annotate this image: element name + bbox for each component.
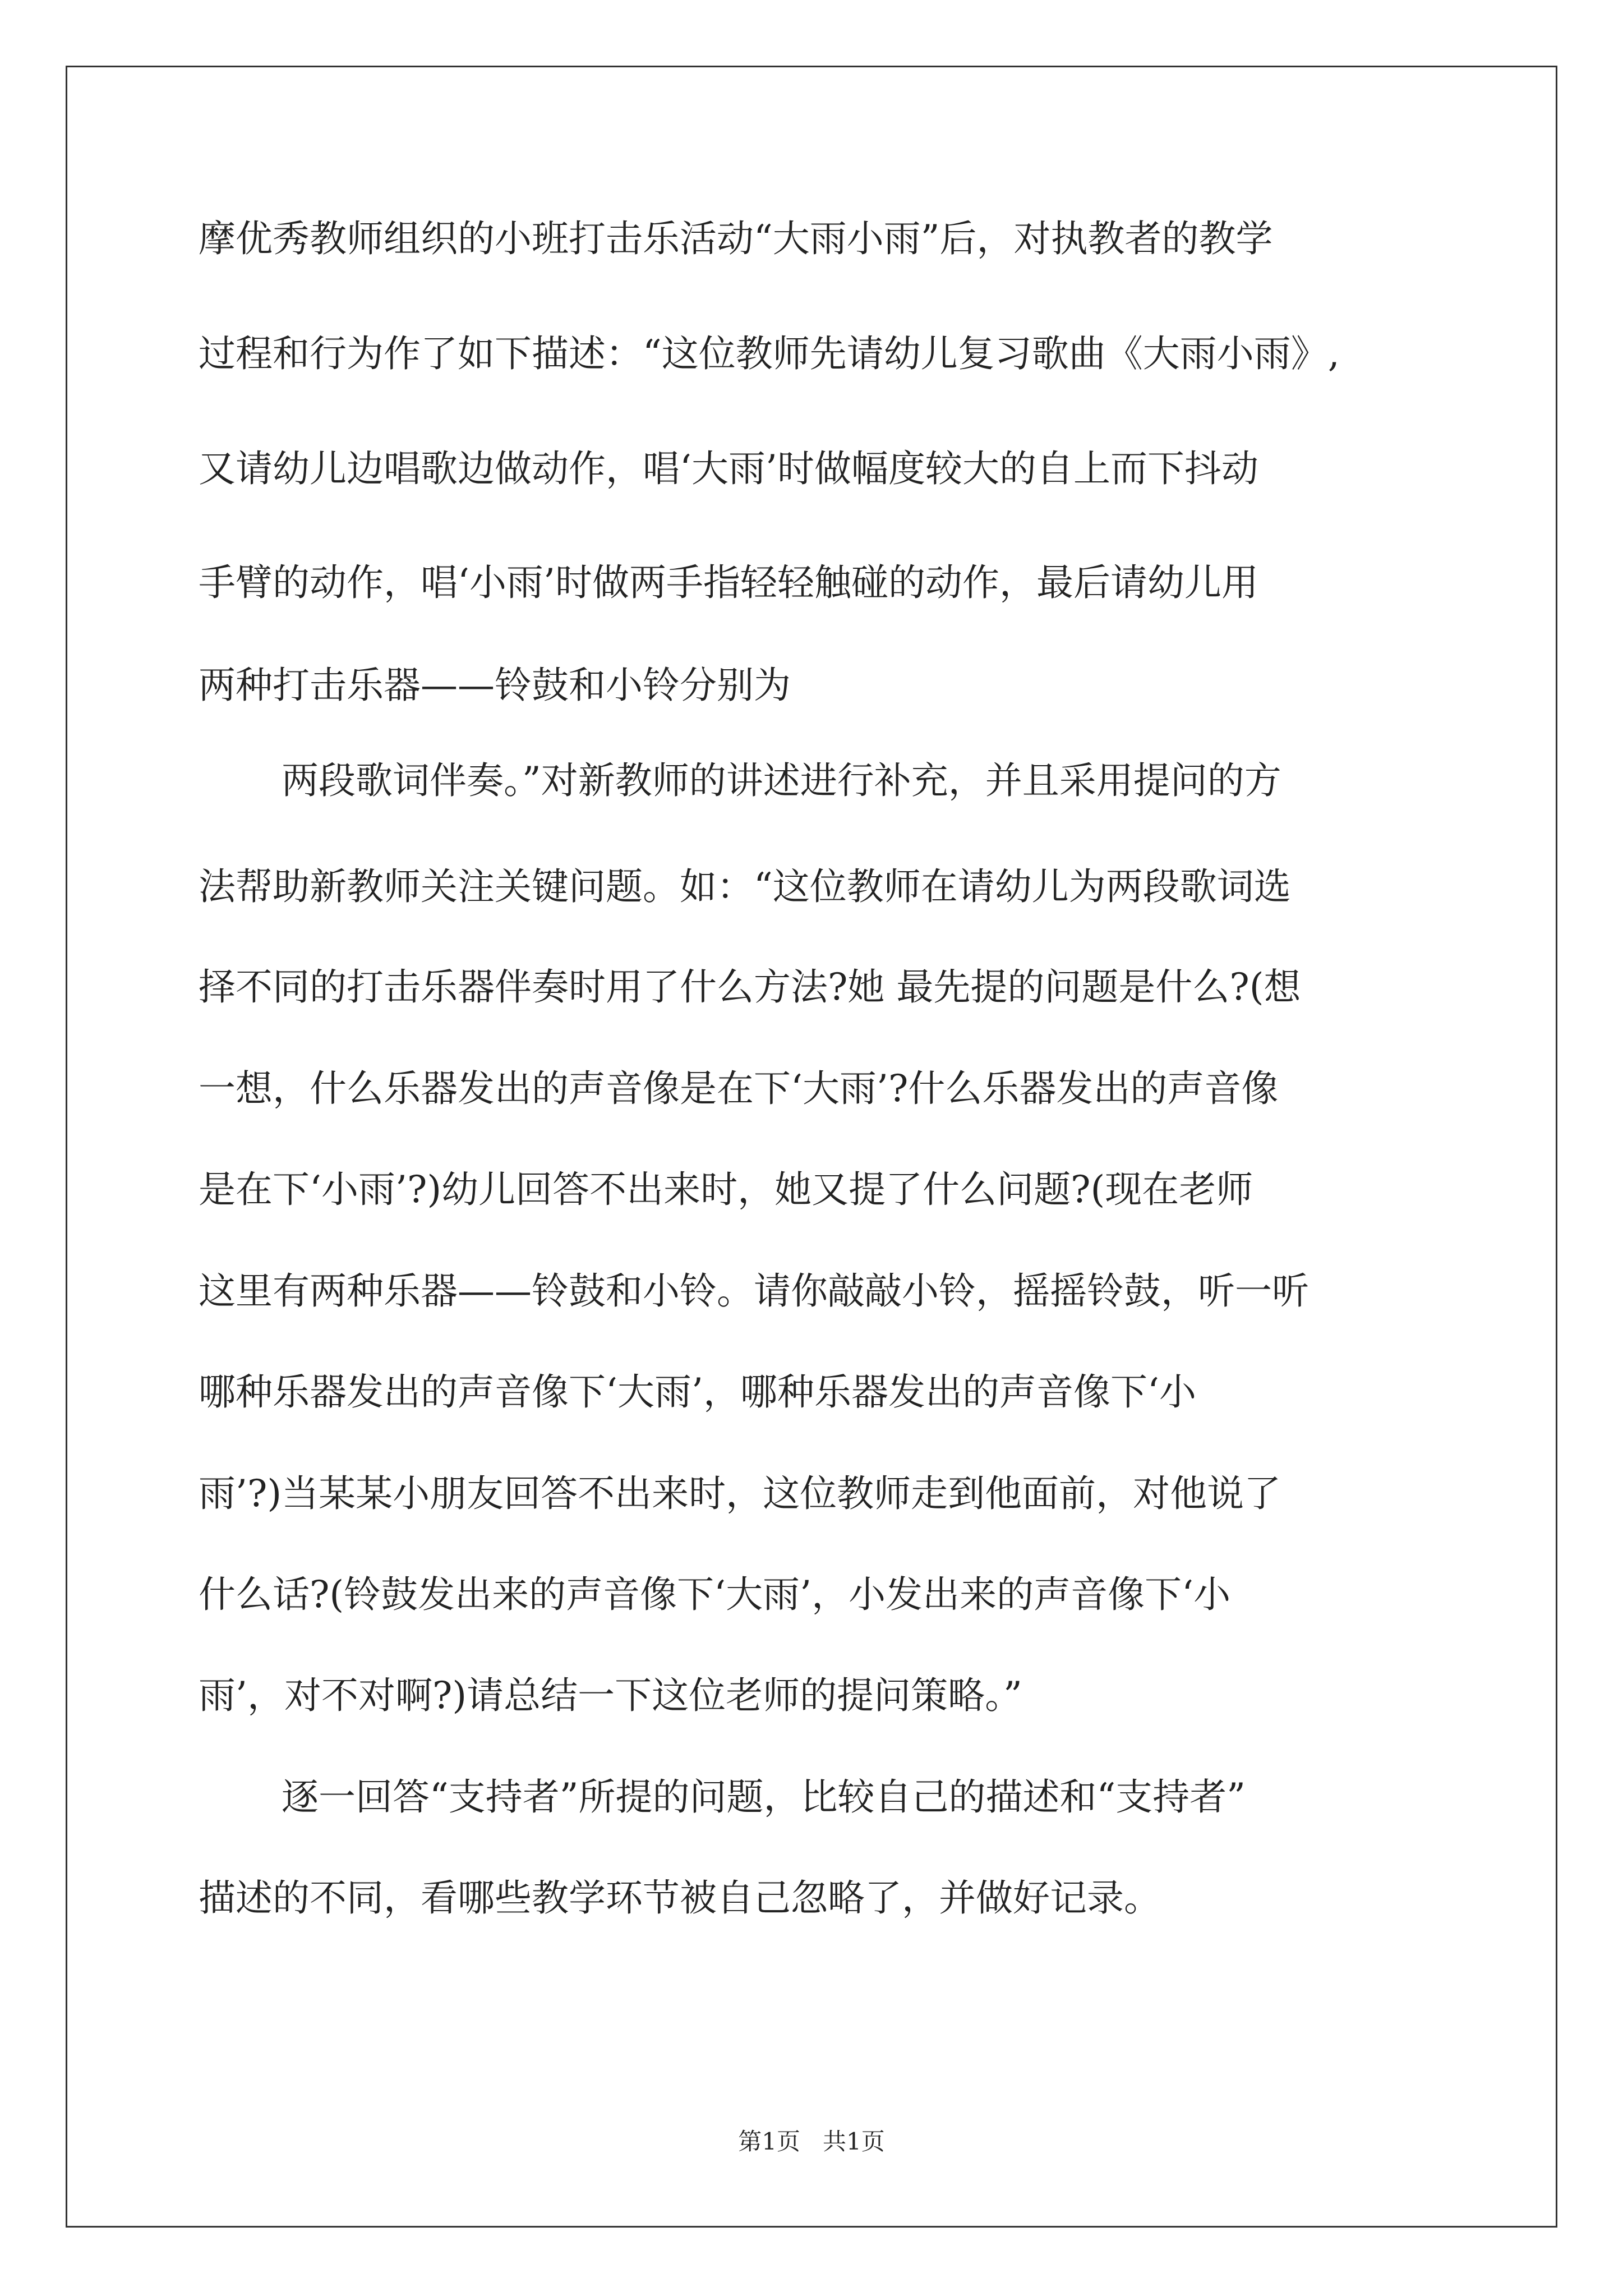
text-line-4: 手臂的动作，唱‘小雨’时做两手指轻轻触碰的动作，最后请幼儿用 [199, 561, 1258, 604]
text-line-3: 又请幼儿边唱歌边做动作，唱‘大雨’时做幅度较大的自上而下抖动 [199, 447, 1258, 490]
text-line-7: 法帮助新教师关注关键问题。如：“这位教师在请幼儿为两段歌词选 [199, 865, 1291, 908]
text-line-16: 逐一回答“支持者”所提的问题，比较自己的描述和“支持者” [282, 1775, 1246, 1819]
text-line-5: 两种打击乐器——铃鼓和小铃分别为 [199, 664, 791, 707]
text-line-11: 这里有两种乐器——铃鼓和小铃。请你敲敲小铃，摇摇铃鼓，听一听 [199, 1269, 1309, 1313]
text-line-13: 雨’?)当某某小朋友回答不出来时，这位教师走到他面前，对他说了 [199, 1472, 1281, 1515]
text-line-10: 是在下‘小雨’?)幼儿回答不出来时，她又提了什么问题?(现在老师 [199, 1168, 1253, 1211]
page-footer: 第1页 共1页 [738, 2128, 885, 2155]
text-line-14: 什么话?(铃鼓发出来的声音像下‘大雨’，小发出来的声音像下‘小 [199, 1573, 1231, 1616]
text-line-9: 一想，什么乐器发出的声音像是在下‘大雨’?什么乐器发出的声音像 [199, 1067, 1279, 1110]
text-line-1: 摩优秀教师组织的小班打击乐活动“大雨小雨”后，对执教者的教学 [199, 217, 1273, 260]
text-line-6: 两段歌词伴奏。”对新教师的讲述进行补充，并且采用提问的方 [282, 759, 1281, 802]
text-line-17: 描述的不同，看哪些教学环节被自己忽略了，并做好记录。 [199, 1876, 1161, 1920]
text-line-15: 雨’，对不对啊?)请总结一下这位老师的提问策略。” [199, 1674, 1022, 1717]
text-line-8: 择不同的打击乐器伴奏时用了什么方法?她 最先提的问题是什么?(想 [199, 965, 1301, 1009]
text-line-2: 过程和行为作了如下描述：“这位教师先请幼儿复习歌曲《大雨小雨》, [199, 332, 1340, 375]
text-line-12: 哪种乐器发出的声音像下‘大雨’，哪种乐器发出的声音像下‘小 [199, 1370, 1196, 1414]
